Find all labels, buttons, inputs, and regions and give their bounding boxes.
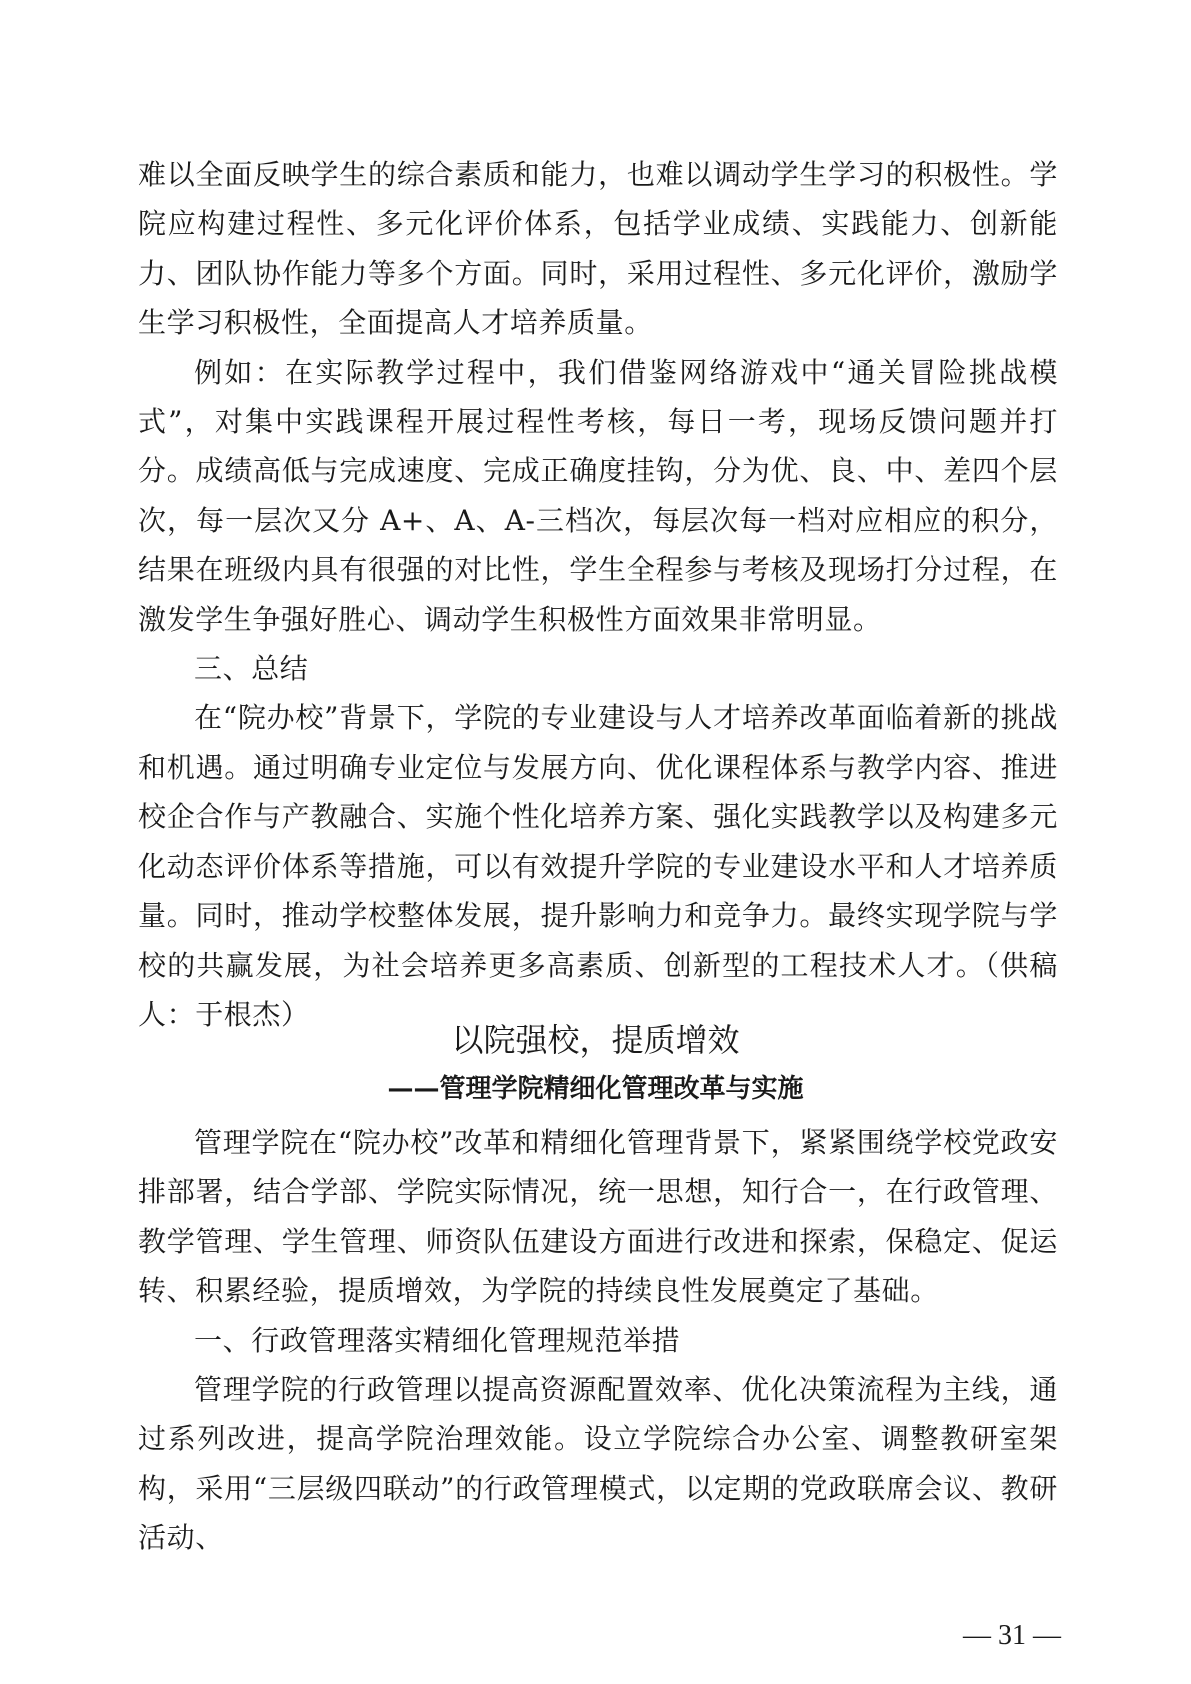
- section-summary: [138, 150, 1058, 1039]
- article-body: [138, 1118, 1058, 1563]
- paragraph-example: 例如：在实际教学过程中，我们借鉴网络游戏中“通关冒险挑战模式”，对集中实践课程开展过程性考核，每日一考，现场反馈问题并打分。成绩高低与完成速度、完成正确度挂钩，分为优、良、中、差四个层次，每一层次又分 A+、A、A-三档次，每层次每一档对应相应的积分，结果在班级内具有很强的对比性，学生全程参与考核及现场打分过程，在激发学生争强好胜心、调动学生积极性方面效果非常明显。: [138, 355, 1058, 636]
- paragraph-summary: 在“院办校”背景下，学院的专业建设与人才培养改革面临着新的挑战和机遇。通过明确专业定位与发展方向、优化课程体系与教学内容、推进校企合作与产教融合、实施个性化培养方案、强化实践教学以及构建多元化动态评价体系等措施，可以有效提升学院的专业建设水平和人才培养质量。同时，推动学校整体发展，提升影响力和竞争力。最终实现学院与学校的共赢发展，为社会培养更多高素质、创新型的工程技术人才。（供稿人：于根杰）: [138, 701, 1058, 1031]
- page-number: — 31 —: [963, 1620, 1061, 1651]
- paragraph-intro: 管理学院在“院办校”改革和精细化管理背景下，紧紧围绕学校党政安排部署，结合学部、学院实际情况，统一思想，知行合一，在行政管理、教学管理、学生管理、师资队伍建设方面进行改进和探索，保稳定、促运转、积累经验，提质增效，为学院的持续良性发展奠定了基础。: [138, 1126, 1058, 1308]
- article-title: 以院强校，提质增效: [451, 1021, 740, 1059]
- section-heading-summary: 三、总结: [194, 652, 309, 686]
- paragraph-admin: 管理学院的行政管理以提高资源配置效率、优化决策流程为主线，通过系列改进，提高学院治理效能。设立学院综合办公室、调整教研室架构，采用“三层级四联动”的行政管理模式，以定期的党政联席会议、教研活动、: [138, 1373, 1058, 1555]
- paragraph-evaluation: 难以全面反映学生的综合素质和能力，也难以调动学生学习的积极性。学院应构建过程性、多元化评价体系，包括学业成绩、实践能力、创新能力、团队协作能力等多个方面。同时，采用过程性、多元化评价，激励学生学习积极性，全面提高人才培养质量。: [138, 158, 1058, 340]
- section-heading-admin: 一、行政管理落实精细化管理规范举措: [194, 1323, 681, 1357]
- article-subtitle: ——管理学院精细化管理改革与实施: [387, 1074, 804, 1104]
